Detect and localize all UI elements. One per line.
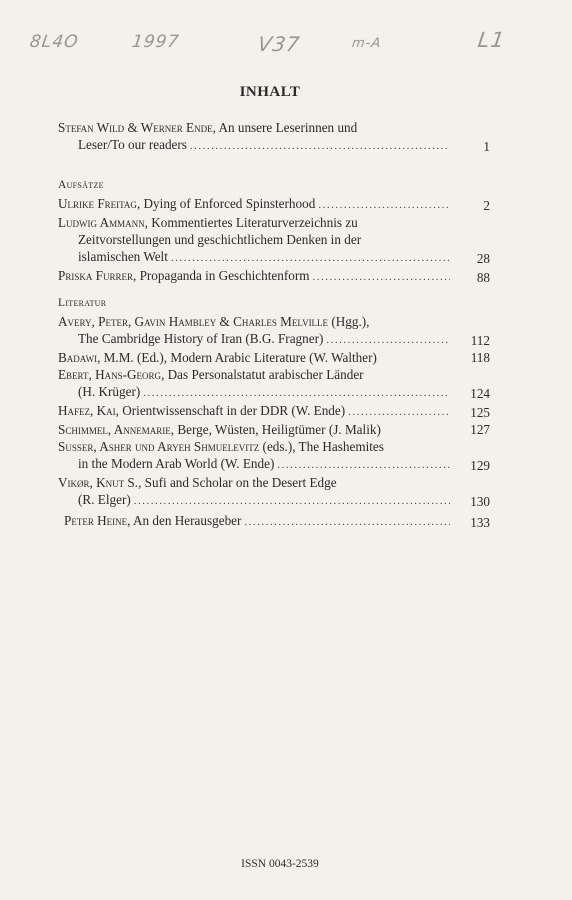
toc-entry [58,119,490,155]
handwritten-note: 1997 [130,32,181,52]
entry-title: (R. Elger) [78,492,131,507]
dot-leader [318,197,450,214]
page-number: 2 [483,198,490,213]
page-number: 125 [470,405,490,420]
section-heading: Literatur [58,297,107,309]
toc-section-literatur [58,295,490,510]
entry-title: , Propaganda in Geschichtenform [132,268,310,283]
entry-author: Susser, Asher und Aryeh Shmuelevitz [58,439,260,454]
dot-leader [134,493,450,510]
toc-entry [58,313,490,349]
dot-leader [171,250,450,267]
entry-author: Vikør, Knut S. [58,475,139,490]
dot-leader [313,269,451,286]
entry-author: Ebert, Hans-Georg [58,367,162,382]
dot-leader [143,385,450,402]
entry-title: (Hgg.), [328,314,370,329]
entry-author: Peter Heine [64,513,128,528]
toc-entry [58,214,490,267]
issn-number: ISSN 0043-2539 [241,858,319,870]
entry-title: (H. Krüger) [78,384,141,399]
toc-entry [58,195,490,214]
page-number: 124 [470,386,490,401]
entry-title: , Kommentiertes Literaturverzeichnis zu [144,215,358,230]
toc-entry [58,366,490,402]
page-number: 133 [470,515,490,530]
handwritten-note: m-A [350,36,383,51]
handwritten-note: L1 [476,28,507,52]
page-number: 1 [483,139,490,154]
toc-entry [58,438,490,474]
entry-title: , An unsere Leserinnen und [212,120,358,135]
entry-author: Ulrike Freitag [58,196,137,211]
entry-title: , Orientwissenschaft in der DDR (W. Ende) [115,403,346,418]
page-number: 28 [476,251,490,266]
toc-entry [58,512,490,531]
entry-title: , Dying of Enforced Spinsterhood [136,196,316,211]
page-number: 129 [470,458,490,473]
entry-title: Leser/To our readers [78,137,187,152]
entry-author: Ludwig Ammann [58,215,145,230]
handwritten-note: V37 [256,32,302,56]
toc-entry [58,349,490,366]
entry-author: Schimmel, Annemarie [58,422,171,437]
entry-title: , M.M. (Ed.), Modern Arabic Literature (W. Walther) [97,350,377,365]
entry-author: Avery, Peter, Gavin Hambley & Charles Melville [58,314,329,329]
dot-leader [277,457,450,474]
page-title: INHALT [239,84,301,100]
toc-section-aufsaetze [58,177,490,286]
entry-title: in the Modern Arab World (W. Ende) [78,456,275,471]
section-heading: Aufsätze [58,179,104,191]
toc-entry [58,474,490,510]
toc-entry [58,421,490,438]
entry-title: , Berge, Wüsten, Heiligtümer (J. Malik) [170,422,381,437]
entry-title: The Cambridge History of Iran (B.G. Fragner) [78,331,324,346]
entry-title: , Das Personalstatut arabischer Länder [161,367,364,382]
entry-title: (eds.), The Hashemites [259,439,384,454]
toc-closing [58,512,490,531]
entry-author: Priska Furrer [58,268,133,283]
dot-leader [348,404,450,421]
dot-leader [190,138,450,155]
page-number: 112 [470,333,490,348]
handwritten-note: 8L4O [28,32,80,52]
dot-leader [244,514,450,531]
toc-entry [58,267,490,286]
page-number: 118 [470,350,490,365]
entry-title: , Sufi and Scholar on the Desert Edge [138,475,337,490]
page-number: 88 [476,270,490,285]
entry-title: , An den Herausgeber [127,513,242,528]
entry-author: Hafez, Kai [58,403,116,418]
toc-entry [58,402,490,421]
entry-title: Zeitvorstellungen und geschichtlichem Denken in der [78,232,362,247]
entry-author: Stefan Wild & Werner Ende [58,120,213,135]
entry-title: islamischen Welt [78,249,168,264]
toc-intro [58,119,490,155]
dot-leader [326,332,450,349]
entry-author: Badawi [58,350,98,365]
page-number: 130 [470,494,490,509]
page-number: 127 [470,422,490,437]
